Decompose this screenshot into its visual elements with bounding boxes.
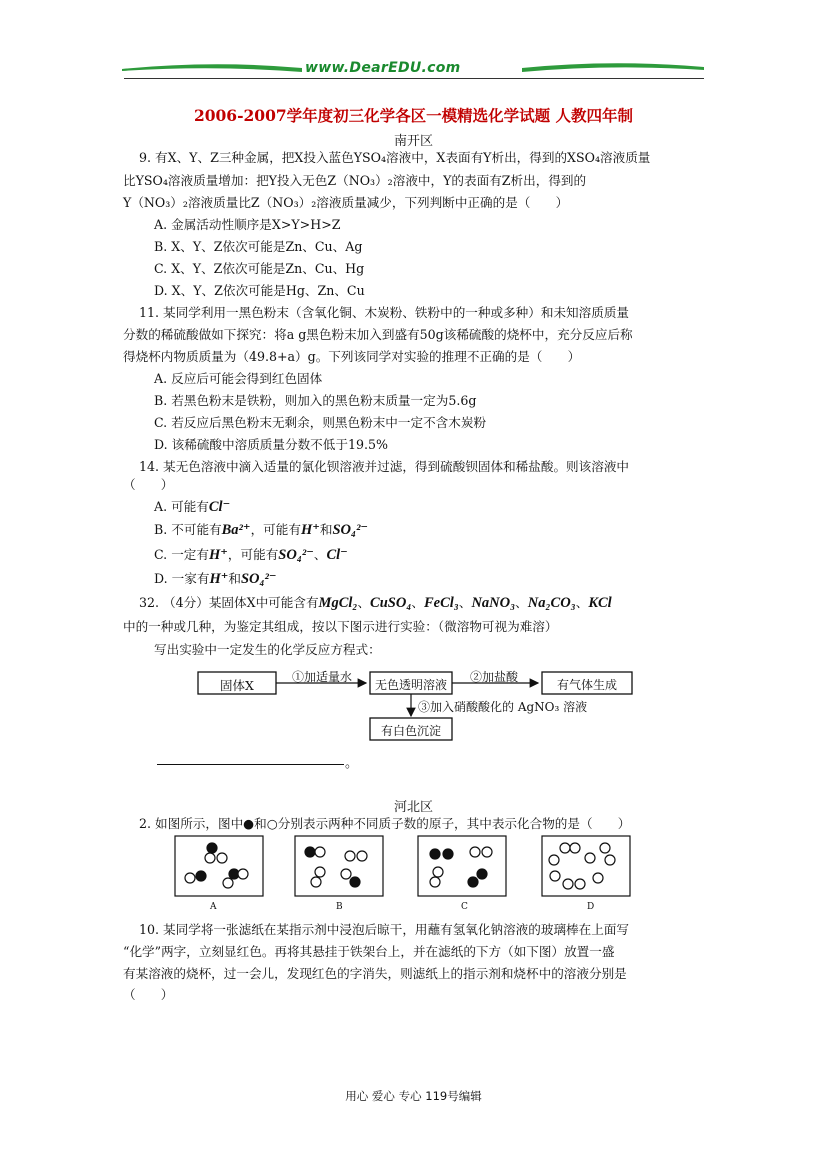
q10-line2: “化学”两字，立刻显红色。再将其悬挂于铁架台上，并在滤纸的下方（如下图）放置一盛 — [123, 944, 615, 959]
q14-option-c: C. 一定有H⁺，可能有SO₄²⁻、Cl⁻ — [154, 547, 348, 563]
flow-step2-label: ②加盐酸 — [470, 670, 519, 684]
flow-box-precipitate-label: 有白色沉淀 — [380, 724, 441, 738]
flow-box-gas-label: 有气体生成 — [556, 678, 617, 692]
q11-option-d: D. 该稀硫酸中溶质质量分数不低于19.5% — [154, 437, 388, 452]
q10-line3: 有某溶液的烧杯，过一会儿，发现红色的字消失，则滤纸上的指示剂和烧杯中的溶液分别是 — [123, 966, 627, 981]
q2-particle-diagrams — [170, 834, 640, 916]
diagram-box-a — [175, 836, 263, 896]
q9-line1: 9. 有X、Y、Z三种金属，把X投入蓝色YSO₄溶液中，X表面有Y析出，得到的XSO₄溶液质量 — [139, 150, 651, 165]
ion-h: H⁺ — [208, 547, 228, 563]
q14-option-b: B. 不可能有Ba²⁺，可能有H⁺和SO₄²⁻ — [154, 522, 369, 538]
flow-step3-label: ③加入硝酸酸化的 AgNO₃ 溶液 — [418, 700, 588, 714]
diagram-box-c — [418, 836, 506, 896]
q11-option-c: C. 若反应后黑色粉末无剩余，则黑色粉末中一定不含木炭粉 — [154, 415, 487, 430]
flow-box-solid-x-label: 固体X — [220, 678, 254, 693]
compound: FeCl₃ — [423, 595, 459, 611]
ion-so4: SO₄²⁻ — [240, 571, 277, 587]
q9-option-d: D. X、Y、Z依次可能是Hg、Zn、Cu — [154, 283, 365, 298]
compound: MgCl₂ — [318, 595, 358, 611]
ion-cl: Cl⁻ — [326, 547, 348, 563]
diagram-label-a: A — [210, 902, 217, 912]
q11-line3: 得烧杯内物质质量为（49.8+a）g。下列该同学对实验的推理不正确的是（ ） — [123, 349, 581, 364]
q32-line2: 中的一种或几种，为鉴定其组成，按以下图示进行实验：（微溶物可视为难溶） — [123, 619, 558, 634]
q9-line3: Y（NO₃）₂溶液质量比Z（NO₃）₂溶液质量减少，下列判断中正确的是（ ） — [123, 195, 569, 210]
blank-period: 。 — [345, 756, 359, 771]
q2-line1: 2. 如图所示，图中●和○分别表示两种不同质子数的原子，其中表示化合物的是（ ） — [139, 816, 631, 831]
compound: NaNO₃ — [471, 595, 516, 611]
section-hebei: 河北区 — [393, 800, 433, 815]
q11-option-a: A. 反应后可能会得到红色固体 — [154, 371, 323, 386]
diagram-label-d: D — [587, 902, 595, 912]
q32-line3: 写出实验中一定发生的化学反应方程式： — [154, 642, 381, 657]
diagram-box-d — [542, 836, 630, 896]
section-nankai: 南开区 — [393, 134, 433, 149]
q14-line2: （ ） — [123, 477, 174, 492]
q11-line2: 分数的稀硫酸做如下探究：将a g黑色粉末加入到盛有50g该稀硫酸的烧杯中，充分反应后称 — [123, 327, 633, 342]
flow-box-solution-label: 无色透明溶液 — [374, 678, 447, 692]
page-footer: 用心 爱心 专心 119号编辑 — [345, 1089, 482, 1103]
diagram-box-b — [295, 836, 383, 896]
q10-line1: 10. 某同学将一张滤纸在某指示剂中浸泡后晾干，用蘸有氢氧化钠溶液的玻璃棒在上面写 — [139, 922, 630, 937]
diagram-label-b: B — [336, 902, 343, 912]
site-logo-text[interactable]: www.DearEDU.com — [305, 60, 461, 76]
answer-blank — [157, 764, 344, 765]
ion-h: H⁺ — [209, 571, 229, 587]
q10-line4: （ ） — [123, 987, 174, 1002]
q9-option-a: A. 金属活动性顺序是X>Y>H>Z — [154, 217, 341, 232]
compound: Na₂CO₃ — [527, 595, 576, 611]
ion-ba: Ba²⁺ — [221, 522, 251, 538]
q32-line1: 32. （4分）某固体X中可能含有MgCl₂、CuSO₄、FeCl₃、NaNO₃、Na₂CO₃、KCl — [139, 595, 612, 611]
q11-option-b: B. 若黑色粉末是铁粉，则加入的黑色粉末质量一定为5.6g — [154, 393, 477, 408]
header-rule — [124, 78, 704, 79]
q11-line1: 11. 某同学利用一黑色粉末（含氧化铜、木炭粉、铁粉中的一种或多种）和未知溶质质量 — [139, 305, 630, 320]
flow-step1-label: ①加适量水 — [292, 670, 353, 684]
compound: CuSO₄ — [370, 595, 412, 611]
q9-line2: 比YSO₄溶液质量增加：把Y投入无色Z（NO₃）₂溶液中，Y的表面有Z析出，得到的 — [123, 173, 587, 188]
q14-line1: 14. 某无色溶液中滴入适量的氯化钡溶液并过滤，得到硫酸钡固体和稀盐酸。则该溶液中 — [139, 459, 630, 474]
compound: KCl — [588, 595, 612, 611]
q14-option-d: D. 一家有H⁺和SO₄²⁻ — [154, 571, 277, 587]
q9-option-c: C. X、Y、Z依次可能是Zn、Cu、Hg — [154, 261, 365, 276]
q14-option-a: A. 可能有Cl⁻ — [154, 499, 231, 515]
ion-so4: SO₄²⁻ — [278, 547, 314, 563]
page-title: 2006-2007学年度初三化学各区一模精选化学试题 人教四年制 — [193, 106, 634, 125]
ion-h: H⁺ — [300, 522, 320, 538]
ion-so4: SO₄²⁻ — [332, 522, 369, 538]
diagram-label-c: C — [461, 902, 468, 912]
q9-option-b: B. X、Y、Z依次可能是Zn、Cu、Ag — [154, 239, 363, 254]
ion-cl: Cl⁻ — [208, 499, 231, 515]
